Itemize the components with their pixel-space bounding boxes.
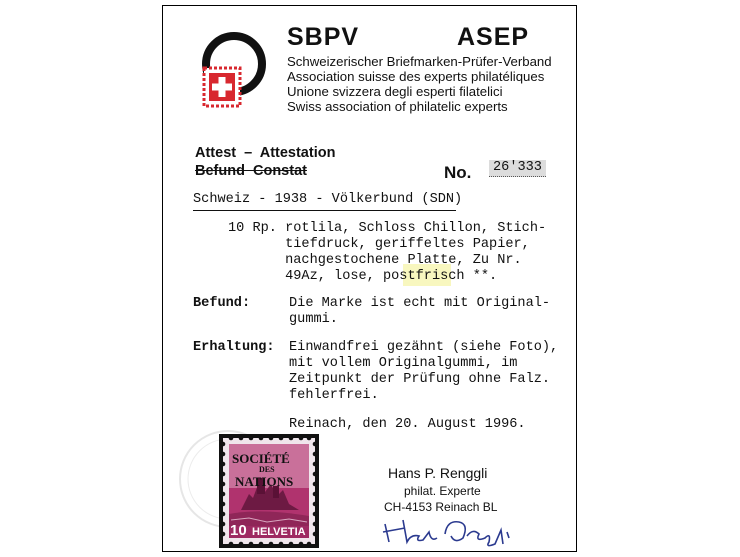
description-line-4: 49Az, lose, postfrisch **. [228, 269, 498, 284]
befund-text-2: gummi. [289, 312, 338, 327]
org-abbr-asep: ASEP [457, 23, 530, 51]
stamp-value: 10 [230, 522, 247, 539]
org-name-it: Unione svizzera degli esperti filatelici [287, 84, 503, 99]
subject-line: Schweiz - 1938 - Völkerbund (SDN) [193, 192, 463, 207]
erhaltung-text-2: mit vollem Originalgummi, im [289, 356, 518, 371]
org-name-fr: Association suisse des experts philatéliques [287, 69, 545, 84]
erhaltung-text-4: fehlerfrei. [289, 388, 379, 403]
org-name-en: Swiss association of philatelic experts [287, 99, 508, 114]
sbpv-logo [198, 28, 268, 112]
stamp-image [219, 434, 319, 548]
stamp-country: HELVETIA [252, 526, 306, 538]
description-line-2: tiefdruck, geriffeltes Papier, [228, 237, 530, 252]
logo-cross-horizontal [212, 84, 232, 91]
certificate-no-label: No. [444, 163, 472, 182]
erhaltung-text-3: Zeitpunkt der Prüfung ohne Falz. [289, 372, 551, 387]
attest-title: Attest – Attestation [195, 145, 336, 161]
expert-address: CH-4153 Reinach BL [384, 500, 498, 514]
stamp-overprint-2: DES [259, 465, 275, 474]
description-line-1: 10 Rp. rotlila, Schloss Chillon, Stich- [228, 221, 547, 236]
org-abbr-sbpv: SBPV [287, 23, 360, 51]
certificate-document [162, 5, 577, 552]
description-line-3: nachgestochene Platte, Zu Nr. [228, 253, 522, 268]
erhaltung-label: Erhaltung: [193, 340, 275, 355]
expert-title: philat. Experte [404, 484, 481, 498]
subject-underline [193, 210, 456, 211]
org-name-de: Schweizerischer Briefmarken-Prüfer-Verband [287, 54, 552, 69]
befund-text-1: Die Marke ist echt mit Original- [289, 296, 551, 311]
attest-subtitle: Befund Constat [195, 163, 307, 179]
befund-label: Befund: [193, 296, 251, 311]
stamp-overprint-3: NATIONS [235, 474, 294, 489]
expert-signature [375, 514, 525, 548]
certificate-number: 26'333 [489, 160, 546, 177]
place-date: Reinach, den 20. August 1996. [289, 417, 526, 432]
stamp-overprint-1: SOCIÉTÉ [232, 451, 290, 466]
expert-name: Hans P. Renggli [388, 465, 488, 481]
erhaltung-text-1: Einwandfrei gezähnt (siehe Foto), [289, 340, 559, 355]
